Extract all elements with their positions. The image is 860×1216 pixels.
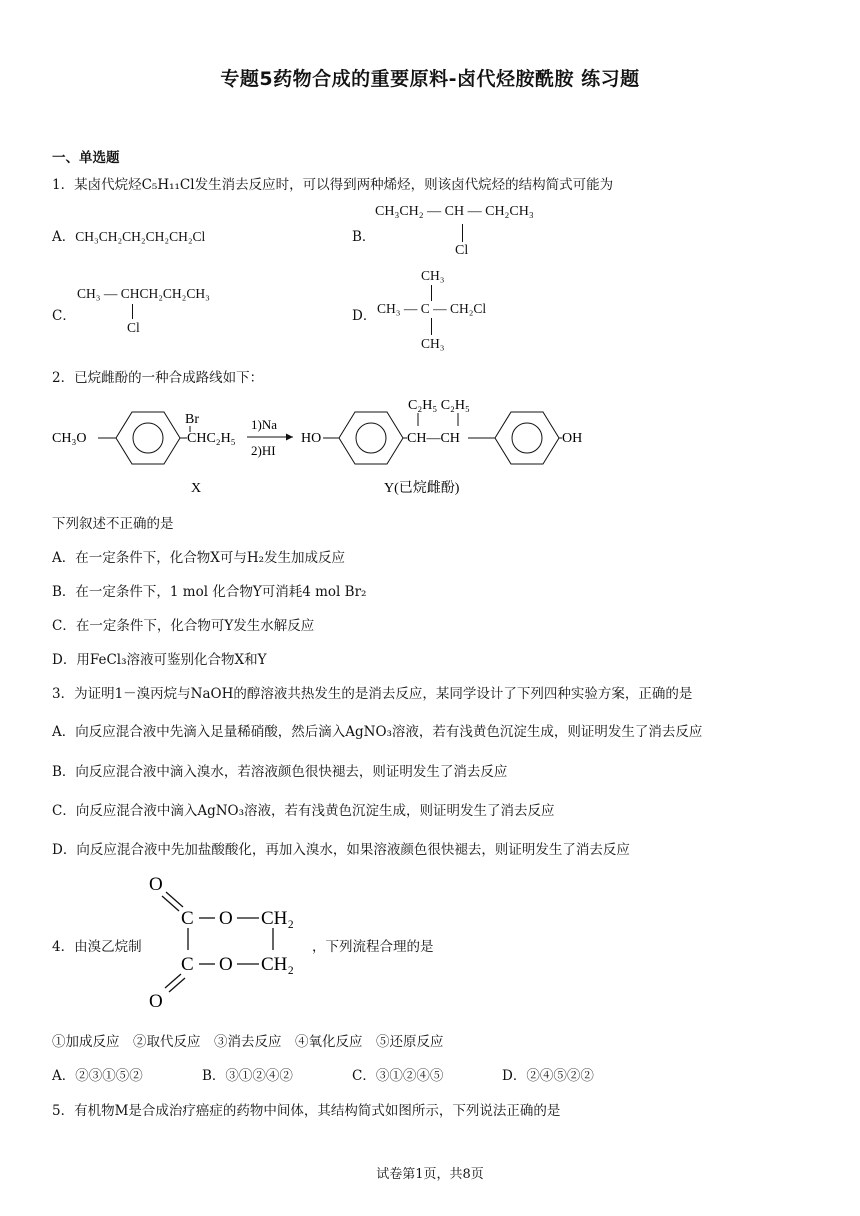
arrow-step-2: 2)HI [251,443,276,458]
mol-o-ring-top: O [219,908,233,929]
q1-option-a [52,225,205,245]
q1-d-bottom: CH₃ [421,336,445,351]
y-benzene-ring-right [495,412,559,464]
q3-option-c: C．向反应混合液中滴入AgNO₃溶液，若有浅黄色沉淀生成，则证明发生了消去反应 [52,803,555,819]
x-chain: CHC₂H₅ [187,431,236,446]
mol-carbonyl-o-bottom: O [149,991,163,1010]
mol-o-ring-bottom: O [219,954,233,975]
q3-option-a: A．向反应混合液中先滴入足量稀硝酸，然后滴入AgNO₃溶液，若有浅黄色沉淀生成，则证明发生了消去反应 [52,724,703,740]
compound-x-label: X [191,481,202,496]
mol-c-bottom: C [181,954,194,975]
q2-option-c: C．在一定条件下，化合物可Y发生水解反应 [52,618,315,634]
q1-b-bond [462,224,463,242]
q4-option-a: A．②③①⑤② [52,1068,143,1084]
q1-a-formula: CH₃CH₂CH₂CH₂CH₂Cl [75,229,206,244]
q3-option-b: B．向反应混合液中滴入溴水，若溶液颜色很快褪去，则证明发生了消去反应 [52,764,508,780]
q1-d-middle: CH₃ — C — CH₂Cl [377,301,487,316]
q4-reaction-types: ①加成反应 ②取代反应 ③消去反应 ④氧化反应 ⑤还原反应 [52,1034,444,1050]
y-central-chain: CH—CH [407,431,460,446]
q3-option-d: D．向反应混合液中先加盐酸酸化，再加入溴水，如果溶液颜色很快褪去，则证明发生了消去反应 [52,842,630,858]
q1-a-label: A． [52,229,76,245]
q1-c-formula: CH₃ — CHCH₂CH₂CH₃ [77,286,210,301]
compound-y-label: Y(已烷雌酚) [384,481,460,496]
q2-option-b: B．在一定条件下，1 mol 化合物Y可消耗4 mol Br₂ [52,584,367,600]
q3-stem: 3．为证明1－溴丙烷与NaOH的醇溶液共热发生的是消去反应，某同学设计了下列四种实验方案，正确的是 [52,686,693,702]
q4-stem-suffix: ，下列流程合理的是 [312,939,434,955]
q1-c-bond [132,304,133,319]
q1-b-formula: CH₃CH₂ — CH — CH₂CH₃ [375,204,534,219]
q4-stem-prefix: 4．由溴乙烷制 [52,939,142,955]
mol-c-top: C [181,908,194,929]
y-ethyl-groups: C₂H₅ C₂H₅ [408,398,470,413]
q4-option-b: B．③①②④② [202,1068,293,1084]
q2-stem: 2．已烷雌酚的一种合成路线如下： [52,370,264,386]
q2-option-d: D．用FeCl₃溶液可鉴别化合物X和Y [52,652,267,668]
y-hydroxy-left: HO [301,431,322,446]
q1-b-substituent: Cl [455,243,469,258]
arrow-step-1: 1)Na [251,417,277,432]
q4-option-c: C．③①②④⑤ [352,1068,444,1084]
mol-carbonyl-o-top: O [149,874,163,895]
y-hydroxy-right: OH [562,431,583,446]
q4-option-d: D．②④⑤②② [502,1068,594,1084]
q5-stem: 5．有机物M是合成治疗癌症的药物中间体，其结构简式如图所示，下列说法正确的是 [52,1103,561,1119]
mol-ch2-bottom: CH₂ [261,954,295,975]
q2-lead: 下列叙述不正确的是 [52,516,174,532]
y-benzene-ring-left [339,412,403,464]
q1-b-label: B． [352,229,376,245]
section-heading: 一、单选题 [52,150,120,166]
page-title: 专题5药物合成的重要原料-卤代烃胺酰胺 练习题 [220,68,640,90]
q2-option-a: A．在一定条件下，化合物X可与H₂发生加成反应 [52,550,346,566]
x-methoxy: CH₃O [52,431,87,446]
q1-d-bond-top [431,285,432,301]
mol-ch2-top: CH₂ [261,908,295,929]
q1-stem: 1．某卤代烷烃C₅H₁₁Cl发生消去反应时，可以得到两种烯烃，则该卤代烷烃的结构简式可能为 [52,177,614,193]
q1-d-top: CH₃ [421,268,445,283]
x-benzene-ring [116,412,180,464]
q1-d-bond-bottom [431,318,432,335]
page-footer: 试卷第1页，共8页 [376,1167,484,1182]
q1-d-label: D． [352,308,377,324]
q4-target-molecule [145,868,315,1010]
q1-c-substituent: Cl [127,320,140,335]
q2-reaction-scheme [50,395,590,500]
q1-c-label: C． [52,308,76,324]
x-bromo: Br [185,412,199,427]
